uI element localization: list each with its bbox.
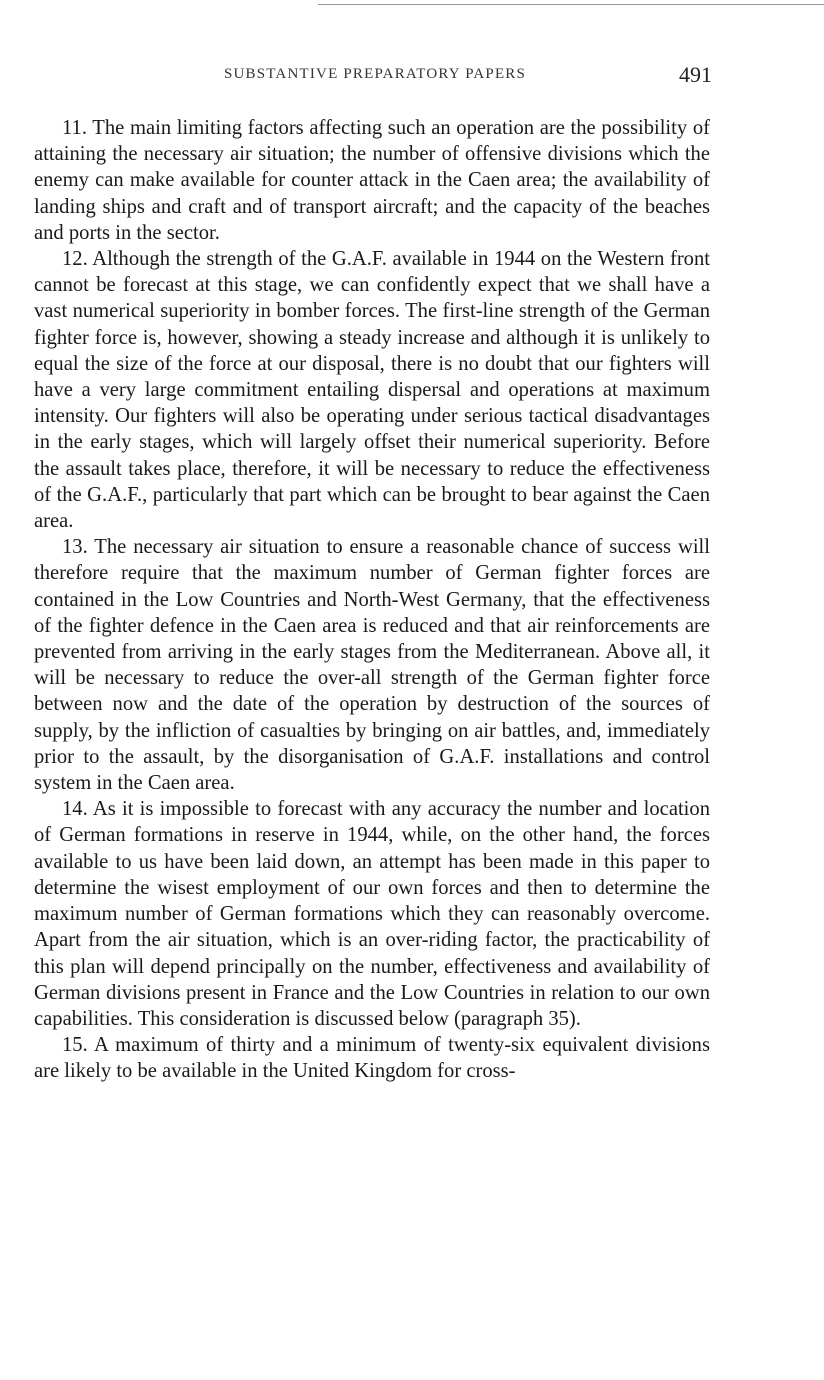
paragraph-11: 11. The main limiting factors affecting such an operation are the possibility of attaining the necessary air situation; the number of offensive divisions which the enemy can make available for counter attack in the Caen area; the availability of landing ships and craft and of transport aircraft; and the capacity of the beaches and ports in the sector. [34,117,710,244]
paragraph-15: 15. A maximum of thirty and a minimum of twenty-six equivalent divisions are likely to be available in the United Kingdom for cross- [34,1034,710,1083]
top-rule [318,4,824,5]
paragraph-14: 14. As it is impossible to forecast with any accuracy the number and location of German formations in reserve in 1944, while, on the other hand, the forces available to us have been laid down, an attempt has been made in this paper to determine the wisest employment of our own forces and then to determine the maximum number of German formations which they can reasonably overcome. Apart from the air situation, which is an over-riding factor, the practicability of this plan will depend principally on the number, effectiveness and availability of German divisions present in France and the Low Countries in relation to our own capabilities. This consideration is discussed below (paragraph 35). [34,798,710,1030]
paragraph-12: 12. Although the strength of the G.A.F. available in 1944 on the Western front cannot be forecast at this stage, we can confidently expect that we shall have a vast numerical superiority in bomber forces. The first-line strength of the German fighter force is, however, showing a steady increase and although it is unlikely to equal the size of the force at our disposal, there is no doubt that our fighters will have a very large commitment entailing dispersal and operations at maximum intensity. Our fighters will also be operating under serious tactical disadvantages in the early stages, which will largely offset their numerical superiority. Before the assault takes place, therefore, it will be necessary to reduce the effectiveness of the G.A.F., particularly that part which can be brought to bear against the Caen area. [34,248,710,533]
paragraph-13: 13. The necessary air situation to ensure a reasonable chance of success will therefore require that the maximum number of German fighter forces are contained in the Low Countries and North-West Germany, that the effectiveness of the fighter defence in the Caen area is reduced and that air reinforcements are prevented from arriving in the early stages from the Mediterranean. Above all, it will be necessary to reduce the over-all strength of the German fighter force between now and the date of the operation by destruction of the sources of supply, by the infliction of casualties by bringing on air battles, and, immediately prior to the assault, by the disorganisation of G.A.F. installations and control system in the Caen area. [34,536,710,795]
page-number: 491 [679,62,712,87]
running-head: SUBSTANTIVE PREPARATORY PAPERS [223,66,527,82]
body-text [34,115,710,1085]
